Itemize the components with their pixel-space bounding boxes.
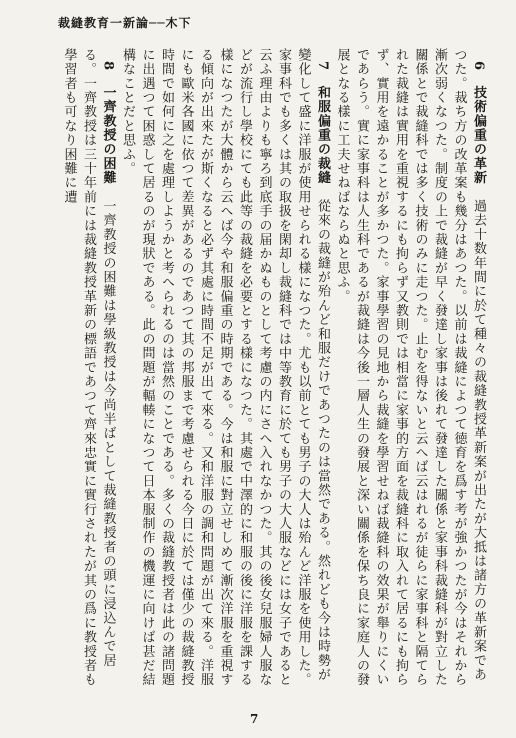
section-number: 6 bbox=[471, 61, 486, 72]
section-body: 過去十数年間に於て種々の裁縫教授革新案が出たが大抵は諸方の革新案であつた。裁ち方の改革案も幾分はあつた。以前は裁縫によつて徳育を爲す考が強かつたが今はそれから漸次弱くなつた。制度の上で裁縫が早く發達し家事は後れて發達した關係と家事科裁縫科が對立した關係とで裁縫科では多く技術のみに走つた。止むを得ないと云へば云はれるが徒らに家事科と隔てられた裁縫は實用を重視するにも拘らず又教則では相當に家事的方面を裁縫科に取入れて居るにも拘らず、實用を遠かることが多かつた。家事學習の見地から裁縫を學習せねば裁縫科の效果が舉りにくいであらう。實に家事科は人生科であるが裁縫は今後一層人生の發展と深い關係を保ち良に家庭人の發展となる樣に工夫せねばならぬと思ふ。 bbox=[334, 48, 486, 687]
section-heading-paragraph bbox=[332, 48, 488, 688]
main-text-column bbox=[18, 48, 488, 688]
section-title: 一齊教授の困難 bbox=[100, 85, 116, 185]
section-number: 8 bbox=[100, 61, 116, 72]
section-body: 從來の裁縫が殆んど和服だけであつたのは當然である。然れども今は時勢が變化して盛に洋服が使用せられる樣になつた。尤も以前とても男子の大人は殆んど洋服を使用した。家事科でも多くは其の取扱を閑却し裁縫科では中等教育に於ても男子の大人服などには女子であると云ふ理由よりも寧ろ到底手の届かぬものとして考慮の内にさへ入れなかつた。其の後女兒服婦人服などが流行し學校にても此等の裁縫を必要とする樣になつた。其處で中澤的に和服の後に洋服を課する樣になつたが大體から云へば今や和服偏重の時期である。今は和服に對立せしめて漸次洋服を重視する傾向が出來たが斯くなると必ず其處に時間不足が出て來る。又和洋服の調和問題が出て來る。洋服にも歐米各國に依つて差異があるのであつて其の邦服まで考慮せられる今日に於ては僅少の裁縫教授時間で如何に之を處理しようかと考へられるのは當然のことである。多くの裁縫教授者は此の諸問題に出遇つて困惑して居るのが現狀である。此の問題が輻輳になつて日本服制作の機運に向けば甚だ結構なことだと思ふ。 bbox=[120, 48, 330, 687]
section-body: 一齊教授の困難は學級教授は今尚半ばとして裁縫教授者の頭に浸込んで居る。一齊教授は三十年前には裁縫教授革新の標語であつて齊來忠實に實行されたが其の爲に教授者も學習者も可なり困難に遭 bbox=[61, 48, 116, 687]
section-title: 和服偏重の裁縫 bbox=[315, 85, 330, 185]
section-heading-paragraph bbox=[59, 48, 118, 688]
page-number: 7 bbox=[250, 712, 259, 726]
section-title: 技術偏重の革新 bbox=[471, 85, 486, 185]
section-heading-paragraph bbox=[118, 48, 333, 688]
running-header: 裁縫教育一新論──木下 bbox=[58, 16, 192, 30]
section-number: 7 bbox=[315, 61, 330, 72]
section-8 bbox=[59, 48, 118, 688]
section-6 bbox=[332, 48, 488, 688]
section-7 bbox=[118, 48, 333, 688]
